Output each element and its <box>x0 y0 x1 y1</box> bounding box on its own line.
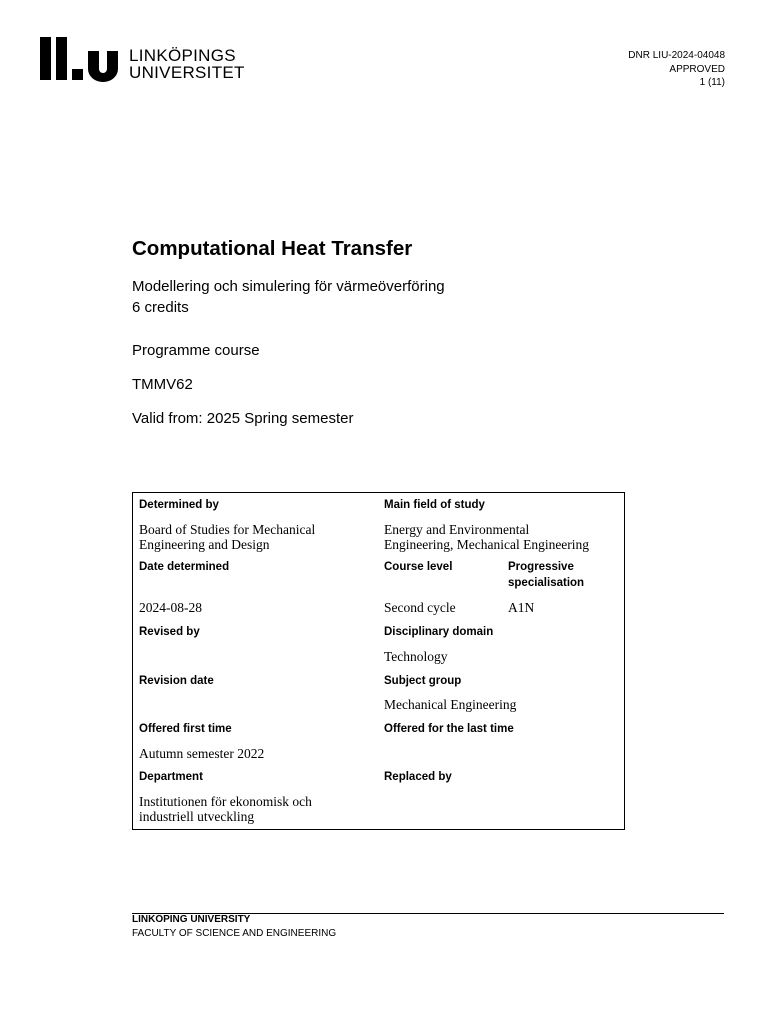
main-field-line1: Energy and Environmental <box>384 522 530 537</box>
disciplinary-domain-value: Technology <box>384 649 448 664</box>
page-number: 1 (11) <box>699 77 725 88</box>
liu-logo-mark-icon <box>40 37 123 84</box>
subject-group-label: Subject group <box>384 675 462 687</box>
main-field-label: Main field of study <box>384 499 485 511</box>
course-credits: 6 credits <box>132 299 189 316</box>
department-line1: Institutionen för ekonomisk och <box>139 794 312 809</box>
footer-faculty: FACULTY OF SCIENCE AND ENGINEERING <box>132 928 337 939</box>
determined-by-value <box>139 523 315 552</box>
doc-status: APPROVED <box>669 63 725 75</box>
date-determined-value: 2024-08-28 <box>139 600 202 615</box>
doc-number: DNR LIU-2024-04048 <box>628 50 725 61</box>
offered-last-label: Offered for the last time <box>384 723 514 735</box>
offered-first-value: Autumn semester 2022 <box>139 746 265 761</box>
valid-from: Valid from: 2025 Spring semester <box>132 410 354 427</box>
course-info-table <box>132 492 625 830</box>
document-reference <box>628 49 725 90</box>
logo-wordmark <box>129 47 245 81</box>
department-line2: industriell utveckling <box>139 808 255 824</box>
determined-by-label: Determined by <box>139 499 219 511</box>
footer-university: LINKÖPING UNIVERSITY <box>132 914 251 925</box>
progressive-specialisation-value: A1N <box>508 600 535 615</box>
progressive-label-line1: Progressive <box>508 561 574 573</box>
main-field-value <box>384 523 589 552</box>
course-type: Programme course <box>132 342 260 359</box>
department-value <box>139 795 312 824</box>
course-level-label: Course level <box>384 561 453 573</box>
logo-text-line2: UNIVERSITET <box>129 63 245 82</box>
progressive-label-line2: specialisation <box>508 576 585 589</box>
revision-date-label: Revision date <box>139 675 214 687</box>
replaced-by-label: Replaced by <box>384 771 452 783</box>
main-field-line2: Engineering, Mechanical Engineering <box>384 536 590 552</box>
determined-by-line1: Board of Studies for Mechanical <box>139 522 316 537</box>
course-title: Computational Heat Transfer <box>132 237 413 260</box>
course-level-value: Second cycle <box>384 600 456 615</box>
revised-by-label: Revised by <box>139 626 200 638</box>
course-code: TMMV62 <box>132 376 193 393</box>
course-subtitle <box>132 276 445 318</box>
disciplinary-domain-label: Disciplinary domain <box>384 626 494 638</box>
university-logo <box>40 37 245 85</box>
logo-text-line1: LINKÖPINGS <box>129 46 236 65</box>
department-label: Department <box>139 771 203 783</box>
date-determined-label: Date determined <box>139 561 230 573</box>
offered-first-label: Offered first time <box>139 723 232 735</box>
determined-by-line2: Engineering and Design <box>139 536 270 552</box>
subject-group-value: Mechanical Engineering <box>384 697 517 712</box>
swedish-title: Modellering och simulering för värmeöverföring <box>132 278 445 295</box>
progressive-specialisation-label <box>508 560 584 591</box>
